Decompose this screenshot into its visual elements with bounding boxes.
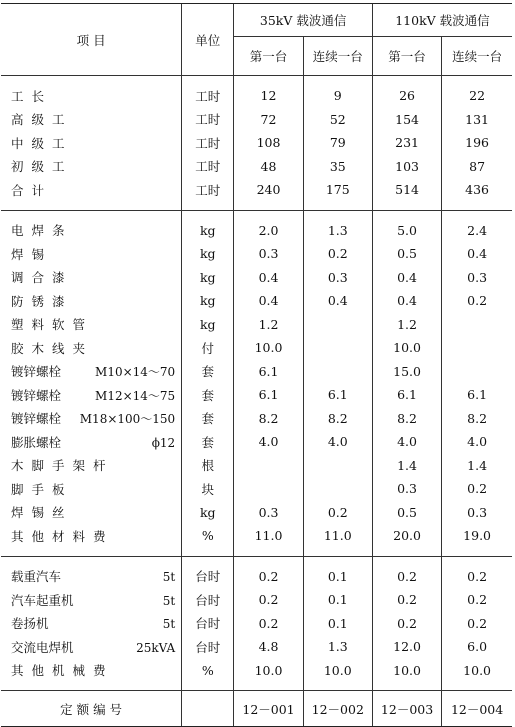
row-unit: kg bbox=[182, 242, 234, 266]
row-unit: % bbox=[182, 659, 234, 683]
row-value: 8.2 bbox=[372, 407, 441, 431]
table-row bbox=[1, 336, 512, 360]
gap-cell bbox=[442, 202, 512, 211]
row-value bbox=[303, 336, 372, 360]
gap-cell bbox=[182, 202, 234, 211]
table-row bbox=[1, 565, 512, 589]
header-35kv-continuous: 连续一台 bbox=[303, 37, 372, 76]
gap-cell bbox=[372, 682, 441, 691]
gap-cell bbox=[303, 210, 372, 219]
table-row bbox=[1, 108, 512, 132]
row-item-name: 合计 bbox=[11, 182, 53, 198]
row-value: 10.0 bbox=[303, 659, 372, 683]
row-unit: kg bbox=[182, 501, 234, 525]
row-item-inner bbox=[11, 157, 175, 175]
row-value: 1.2 bbox=[372, 313, 441, 337]
row-value: 0.3 bbox=[234, 501, 303, 525]
row-value: 0.1 bbox=[303, 588, 372, 612]
row-value bbox=[234, 454, 303, 478]
row-item-inner bbox=[11, 591, 175, 609]
row-item-inner bbox=[11, 567, 175, 585]
gap-cell bbox=[182, 210, 234, 219]
row-item-spec: M12×14～75 bbox=[95, 388, 176, 403]
gap-cell bbox=[303, 682, 372, 691]
row-item bbox=[1, 477, 182, 501]
row-item-inner bbox=[11, 527, 175, 545]
gap-cell bbox=[442, 76, 512, 85]
row-item-inner bbox=[11, 386, 175, 404]
row-unit: 块 bbox=[182, 477, 234, 501]
row-item-name: 其他材料费 bbox=[11, 528, 114, 544]
table-row bbox=[1, 659, 512, 683]
row-item-name: 工长 bbox=[11, 88, 53, 104]
table-row bbox=[1, 178, 512, 202]
row-value: 9 bbox=[303, 84, 372, 108]
table-row bbox=[1, 430, 512, 454]
row-item-inner bbox=[11, 661, 175, 679]
row-value: 0.3 bbox=[442, 501, 512, 525]
row-value: 0.1 bbox=[303, 565, 372, 589]
row-item-spec: 25kVA bbox=[136, 640, 176, 655]
row-item-name: 调合漆 bbox=[11, 270, 73, 286]
gap-cell bbox=[1, 682, 182, 691]
header-group-35kv: 35kV 载波通信 bbox=[234, 4, 373, 37]
row-item bbox=[1, 178, 182, 202]
gap-cell bbox=[303, 76, 372, 85]
header-unit: 单位 bbox=[182, 4, 234, 76]
gap-cell bbox=[1, 556, 182, 565]
table-row bbox=[1, 360, 512, 384]
row-item-inner bbox=[11, 339, 175, 357]
row-value: 6.0 bbox=[442, 635, 512, 659]
row-value: 19.0 bbox=[442, 524, 512, 548]
header-item bbox=[1, 4, 182, 76]
row-item bbox=[1, 84, 182, 108]
row-value: 0.3 bbox=[234, 242, 303, 266]
row-unit: kg bbox=[182, 266, 234, 290]
table-footer bbox=[1, 691, 512, 727]
gap-cell bbox=[1, 210, 182, 219]
row-unit: kg bbox=[182, 219, 234, 243]
row-value: 11.0 bbox=[303, 524, 372, 548]
row-value: 154 bbox=[372, 108, 441, 132]
row-value: 0.4 bbox=[234, 289, 303, 313]
row-unit: 工时 bbox=[182, 84, 234, 108]
row-value: 0.2 bbox=[234, 612, 303, 636]
row-unit: 台时 bbox=[182, 635, 234, 659]
row-value: 6.1 bbox=[234, 383, 303, 407]
row-item bbox=[1, 407, 182, 431]
row-item bbox=[1, 219, 182, 243]
row-item-inner bbox=[11, 221, 175, 239]
row-value: 8.2 bbox=[234, 407, 303, 431]
row-value: 4.0 bbox=[372, 430, 441, 454]
row-value: 0.4 bbox=[372, 289, 441, 313]
row-item-name: 脚手板 bbox=[11, 481, 73, 497]
row-value: 6.1 bbox=[234, 360, 303, 384]
row-value: 0.1 bbox=[303, 612, 372, 636]
row-value: 0.2 bbox=[442, 588, 512, 612]
row-value: 196 bbox=[442, 131, 512, 155]
row-value: 0.2 bbox=[372, 612, 441, 636]
gap-cell bbox=[372, 202, 441, 211]
gap-cell bbox=[442, 210, 512, 219]
row-value: 10.0 bbox=[372, 336, 441, 360]
row-value: 1.4 bbox=[372, 454, 441, 478]
row-unit: 台时 bbox=[182, 565, 234, 589]
row-item-spec: 5t bbox=[162, 617, 176, 632]
gap-cell bbox=[372, 548, 441, 557]
gap-cell bbox=[372, 210, 441, 219]
row-value: 1.2 bbox=[234, 313, 303, 337]
row-item bbox=[1, 108, 182, 132]
row-value: 0.2 bbox=[442, 477, 512, 501]
row-value: 6.1 bbox=[442, 383, 512, 407]
row-value bbox=[442, 313, 512, 337]
gap-cell bbox=[372, 76, 441, 85]
gap-cell bbox=[182, 682, 234, 691]
row-item-inner bbox=[11, 456, 175, 474]
table-row bbox=[1, 588, 512, 612]
row-unit: 付 bbox=[182, 336, 234, 360]
row-value: 22 bbox=[442, 84, 512, 108]
row-value: 2.4 bbox=[442, 219, 512, 243]
row-value bbox=[442, 360, 512, 384]
row-value: 1.3 bbox=[303, 635, 372, 659]
row-value: 10.0 bbox=[442, 659, 512, 683]
row-item-inner bbox=[11, 292, 175, 310]
row-item bbox=[1, 155, 182, 179]
row-value: 514 bbox=[372, 178, 441, 202]
table-row bbox=[1, 266, 512, 290]
row-item bbox=[1, 524, 182, 548]
gap-cell bbox=[234, 210, 303, 219]
row-item-name: 胶木线夹 bbox=[11, 340, 94, 356]
row-value: 0.5 bbox=[372, 501, 441, 525]
row-value: 8.2 bbox=[442, 407, 512, 431]
row-value: 0.5 bbox=[372, 242, 441, 266]
section-gap bbox=[1, 548, 512, 557]
row-value: 240 bbox=[234, 178, 303, 202]
row-value: 72 bbox=[234, 108, 303, 132]
section-gap bbox=[1, 556, 512, 565]
gap-cell bbox=[182, 556, 234, 565]
header-group-110kv: 110kV 载波通信 bbox=[372, 4, 512, 37]
gap-cell bbox=[372, 556, 441, 565]
gap-cell bbox=[1, 548, 182, 557]
row-value: 2.0 bbox=[234, 219, 303, 243]
row-value bbox=[303, 360, 372, 384]
row-item-inner bbox=[11, 110, 175, 128]
row-value: 6.1 bbox=[303, 383, 372, 407]
row-value: 0.2 bbox=[442, 612, 512, 636]
row-value: 0.4 bbox=[442, 242, 512, 266]
table-row bbox=[1, 612, 512, 636]
row-item-name: 中级工 bbox=[11, 135, 73, 151]
row-value: 0.4 bbox=[234, 266, 303, 290]
gap-cell bbox=[182, 548, 234, 557]
table-row bbox=[1, 635, 512, 659]
row-unit: 台时 bbox=[182, 612, 234, 636]
row-item-name: 载重汽车 bbox=[11, 569, 62, 585]
row-item-spec: 5t bbox=[162, 593, 176, 608]
row-item bbox=[1, 383, 182, 407]
row-item-inner bbox=[11, 245, 175, 263]
gap-cell bbox=[442, 548, 512, 557]
row-item-inner bbox=[11, 480, 175, 498]
quota-code: 12－002 bbox=[303, 691, 372, 727]
row-value: 436 bbox=[442, 178, 512, 202]
quota-code-unit-cell bbox=[182, 691, 234, 727]
row-item-inner bbox=[11, 315, 175, 333]
row-item-name: 交流电焊机 bbox=[11, 639, 74, 655]
row-item-inner bbox=[11, 268, 175, 286]
row-unit: 根 bbox=[182, 454, 234, 478]
gap-cell bbox=[234, 682, 303, 691]
row-value: 108 bbox=[234, 131, 303, 155]
row-value: 0.2 bbox=[442, 565, 512, 589]
row-item-name: 初级工 bbox=[11, 159, 73, 175]
row-value: 0.4 bbox=[303, 289, 372, 313]
row-item-spec: ϕ12 bbox=[151, 435, 176, 450]
row-unit: 工时 bbox=[182, 131, 234, 155]
row-item bbox=[1, 588, 182, 612]
quota-table bbox=[1, 3, 512, 727]
gap-cell bbox=[234, 76, 303, 85]
section-gap bbox=[1, 682, 512, 691]
row-value: 103 bbox=[372, 155, 441, 179]
gap-cell bbox=[1, 202, 182, 211]
row-value bbox=[234, 477, 303, 501]
row-value: 4.0 bbox=[442, 430, 512, 454]
row-item bbox=[1, 266, 182, 290]
row-value: 35 bbox=[303, 155, 372, 179]
row-item-name: 防锈漆 bbox=[11, 293, 73, 309]
row-value: 0.2 bbox=[303, 242, 372, 266]
row-unit: 工时 bbox=[182, 155, 234, 179]
table-row bbox=[1, 454, 512, 478]
section-gap bbox=[1, 210, 512, 219]
row-item-spec: 5t bbox=[162, 570, 176, 585]
quota-code: 12－001 bbox=[234, 691, 303, 727]
row-value: 8.2 bbox=[303, 407, 372, 431]
row-item bbox=[1, 313, 182, 337]
row-unit: kg bbox=[182, 289, 234, 313]
row-value bbox=[442, 336, 512, 360]
table-body bbox=[1, 76, 512, 691]
row-value: 4.8 bbox=[234, 635, 303, 659]
row-value: 12 bbox=[234, 84, 303, 108]
table-row bbox=[1, 477, 512, 501]
table-row bbox=[1, 84, 512, 108]
row-value: 0.2 bbox=[234, 588, 303, 612]
section-gap bbox=[1, 202, 512, 211]
table-row bbox=[1, 219, 512, 243]
gap-cell bbox=[303, 548, 372, 557]
row-item-name: 电焊条 bbox=[11, 223, 73, 239]
row-value bbox=[303, 313, 372, 337]
row-value: 15.0 bbox=[372, 360, 441, 384]
row-item-spec: M18×100～150 bbox=[79, 412, 176, 427]
row-item bbox=[1, 501, 182, 525]
quota-code: 12－004 bbox=[442, 691, 512, 727]
gap-cell bbox=[182, 76, 234, 85]
row-item bbox=[1, 612, 182, 636]
table-row bbox=[1, 289, 512, 313]
row-value bbox=[303, 454, 372, 478]
row-item-name: 镀锌螺栓 bbox=[11, 364, 62, 380]
row-item-spec: M10×14～70 bbox=[95, 365, 176, 380]
row-value: 79 bbox=[303, 131, 372, 155]
row-unit: 工时 bbox=[182, 108, 234, 132]
row-item-name: 镀锌螺栓 bbox=[11, 411, 62, 427]
gap-cell bbox=[1, 76, 182, 85]
table-header bbox=[1, 4, 512, 76]
row-item bbox=[1, 131, 182, 155]
quota-code-label-text: 定 额 编 号 bbox=[60, 701, 123, 717]
row-item bbox=[1, 336, 182, 360]
row-item-inner bbox=[11, 362, 175, 380]
row-unit: 套 bbox=[182, 407, 234, 431]
gap-cell bbox=[234, 202, 303, 211]
row-value: 87 bbox=[442, 155, 512, 179]
row-item-name: 镀锌螺栓 bbox=[11, 387, 62, 403]
row-unit: 套 bbox=[182, 383, 234, 407]
row-item-name: 木脚手架杆 bbox=[11, 458, 114, 474]
row-item-name: 焊锡 bbox=[11, 246, 53, 262]
row-item-name: 焊锡丝 bbox=[11, 505, 73, 521]
table-row bbox=[1, 155, 512, 179]
row-value: 48 bbox=[234, 155, 303, 179]
row-unit: 套 bbox=[182, 360, 234, 384]
row-value: 131 bbox=[442, 108, 512, 132]
row-value: 5.0 bbox=[372, 219, 441, 243]
row-unit: 套 bbox=[182, 430, 234, 454]
row-value: 0.2 bbox=[372, 588, 441, 612]
row-value: 0.3 bbox=[442, 266, 512, 290]
row-item bbox=[1, 635, 182, 659]
row-item-inner bbox=[11, 433, 175, 451]
row-value: 10.0 bbox=[234, 336, 303, 360]
row-item-inner bbox=[11, 638, 175, 656]
section-gap bbox=[1, 76, 512, 85]
row-value: 20.0 bbox=[372, 524, 441, 548]
row-item-name: 塑料软管 bbox=[11, 317, 94, 333]
row-value: 4.0 bbox=[234, 430, 303, 454]
row-item bbox=[1, 454, 182, 478]
row-unit: 台时 bbox=[182, 588, 234, 612]
row-item-name: 其他机械费 bbox=[11, 663, 114, 679]
row-value: 0.4 bbox=[372, 266, 441, 290]
gap-cell bbox=[234, 556, 303, 565]
row-item bbox=[1, 242, 182, 266]
row-item bbox=[1, 430, 182, 454]
table-row bbox=[1, 313, 512, 337]
row-value: 0.3 bbox=[303, 266, 372, 290]
header-110kv-continuous: 连续一台 bbox=[442, 37, 512, 76]
gap-cell bbox=[303, 202, 372, 211]
row-value: 4.0 bbox=[303, 430, 372, 454]
row-value bbox=[303, 477, 372, 501]
row-value: 11.0 bbox=[234, 524, 303, 548]
row-item bbox=[1, 360, 182, 384]
table-row bbox=[1, 131, 512, 155]
row-value: 26 bbox=[372, 84, 441, 108]
row-unit: % bbox=[182, 524, 234, 548]
row-item-name: 高级工 bbox=[11, 112, 73, 128]
row-value: 0.3 bbox=[372, 477, 441, 501]
row-item-name: 膨胀螺栓 bbox=[11, 434, 62, 450]
row-item-inner bbox=[11, 181, 175, 199]
row-value: 1.4 bbox=[442, 454, 512, 478]
row-value: 231 bbox=[372, 131, 441, 155]
gap-cell bbox=[442, 682, 512, 691]
row-unit: kg bbox=[182, 313, 234, 337]
table-row bbox=[1, 383, 512, 407]
header-110kv-first: 第一台 bbox=[372, 37, 441, 76]
row-value: 1.3 bbox=[303, 219, 372, 243]
quota-code: 12－003 bbox=[372, 691, 441, 727]
row-value: 0.2 bbox=[234, 565, 303, 589]
row-item-inner bbox=[11, 503, 175, 521]
header-item-label: 项 目 bbox=[76, 32, 106, 48]
row-value: 10.0 bbox=[234, 659, 303, 683]
table-row bbox=[1, 242, 512, 266]
row-item-inner bbox=[11, 134, 175, 152]
row-item bbox=[1, 565, 182, 589]
header-35kv-first: 第一台 bbox=[234, 37, 303, 76]
table-row bbox=[1, 524, 512, 548]
row-item bbox=[1, 289, 182, 313]
row-value: 0.2 bbox=[372, 565, 441, 589]
gap-cell bbox=[303, 556, 372, 565]
row-value: 52 bbox=[303, 108, 372, 132]
row-item-name: 卷扬机 bbox=[11, 616, 49, 632]
row-value: 6.1 bbox=[372, 383, 441, 407]
row-value: 10.0 bbox=[372, 659, 441, 683]
row-item-name: 汽车起重机 bbox=[11, 592, 74, 608]
row-item-inner bbox=[11, 614, 175, 632]
gap-cell bbox=[442, 556, 512, 565]
quota-code-label bbox=[1, 691, 182, 727]
table-row bbox=[1, 501, 512, 525]
row-value: 0.2 bbox=[303, 501, 372, 525]
row-item-inner bbox=[11, 409, 175, 427]
row-unit: 工时 bbox=[182, 178, 234, 202]
row-item bbox=[1, 659, 182, 683]
gap-cell bbox=[234, 548, 303, 557]
row-item-inner bbox=[11, 87, 175, 105]
row-value: 0.2 bbox=[442, 289, 512, 313]
row-value: 12.0 bbox=[372, 635, 441, 659]
table-row bbox=[1, 407, 512, 431]
row-value: 175 bbox=[303, 178, 372, 202]
